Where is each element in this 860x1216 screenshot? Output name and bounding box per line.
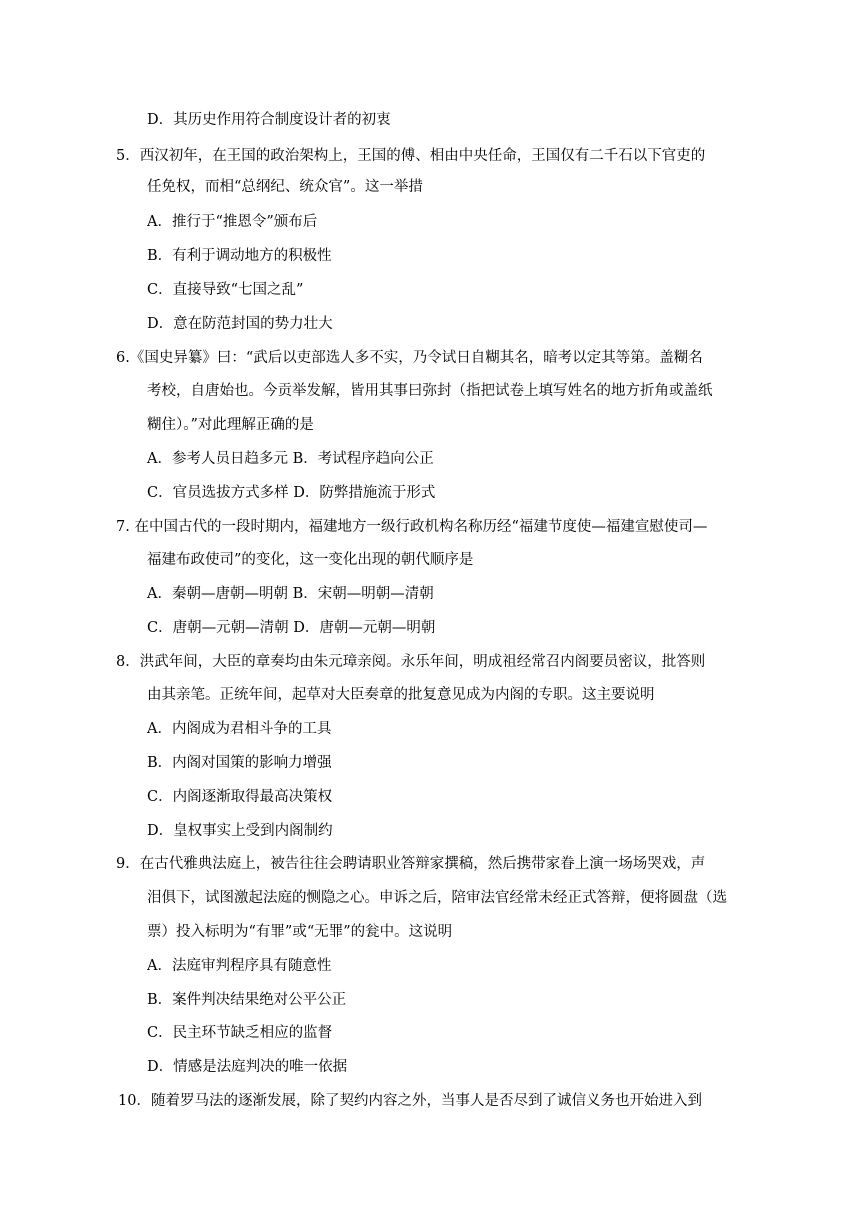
answer-option: D．情感是法庭判决的唯一依据 [147, 1059, 348, 1075]
answer-option: C．唐朝—元朝—清朝 D．唐朝—元朝—明朝 [147, 620, 436, 636]
question-text-continuation: 票）投入标明为“有罪”或“无罪”的瓮中。这说明 [147, 924, 453, 940]
question-text-continuation: 泪俱下，试图激起法庭的恻隐之心。申诉之后，陪审法官经常未经正式答辩，便将圆盘（选 [147, 890, 727, 906]
question-text-continuation: 福建布政使司”的变化，这一变化出现的朝代顺序是 [147, 552, 474, 568]
answer-option: D．其历史作用符合制度设计者的初衷 [147, 112, 391, 128]
answer-option: C．内阁逐渐取得最高决策权 [147, 789, 333, 805]
answer-option: B．内阁对国策的影响力增强 [147, 755, 332, 771]
question-stem: 8．洪武年间，大臣的章奏均由朱元璋亲阅。永乐年间，明成祖经常召内阁要员密议，批答则 [116, 654, 706, 670]
answer-option: A．推行于“推恩令”颁布后 [147, 214, 318, 230]
answer-option: B．案件判决结果绝对公平公正 [147, 992, 347, 1008]
question-text-continuation: 考校，自唐始也。今贡举发解，皆用其事曰弥封（指把试卷上填写姓名的地方折角或盖纸 [147, 383, 713, 399]
question-stem: 5．西汉初年，在王国的政治架构上，王国的傅、相由中央任命，王国仅有二千石以下官吏的 [116, 148, 706, 164]
answer-option: D．意在防范封国的势力壮大 [147, 316, 333, 332]
answer-option: A．参考人员日趋多元 B．考试程序趋向公正 [147, 451, 434, 467]
answer-option: D．皇权事实上受到内阁制约 [147, 823, 333, 839]
question-text-continuation: 任免权，而相“总纲纪、统众官”。这一举措 [147, 179, 423, 195]
question-text-continuation: 由其亲笔。正统年间，起草对大臣奏章的批复意见成为内阁的专职。这主要说明 [147, 687, 655, 703]
question-stem: 10．随着罗马法的逐渐发展，除了契约内容之外，当事人是否尽到了诚信义务也开始进入到 [118, 1093, 702, 1109]
answer-option: A．内阁成为君相斗争的工具 [147, 721, 332, 737]
answer-option: B．有利于调动地方的积极性 [147, 248, 332, 264]
question-text-continuation: 糊住）。”对此理解正确的是 [147, 417, 314, 433]
question-stem: 6.《国史异纂》曰：“武后以吏部选人多不实，乃令试日自糊其名，暗考以定其等第。盖糊名 [116, 350, 703, 366]
answer-option: C．官员选拔方式多样 D．防弊措施流于形式 [147, 485, 436, 501]
answer-option: A．法庭审判程序具有随意性 [147, 958, 332, 974]
answer-option: A．秦朝—唐朝—明朝 B．宋朝—明朝—清朝 [147, 586, 434, 602]
answer-option: C．民主环节缺乏相应的监督 [147, 1025, 333, 1041]
question-stem: 7. 在中国古代的一段时期内，福建地方一级行政机构名称历经“福建节度使—福建宣慰使司— [116, 519, 708, 535]
question-stem: 9．在古代雅典法庭上，被告往往会聘请职业答辩家撰稿，然后携带家眷上演一场场哭戏，声 [116, 856, 706, 872]
answer-option: C．直接导致“七国之乱” [147, 282, 304, 298]
